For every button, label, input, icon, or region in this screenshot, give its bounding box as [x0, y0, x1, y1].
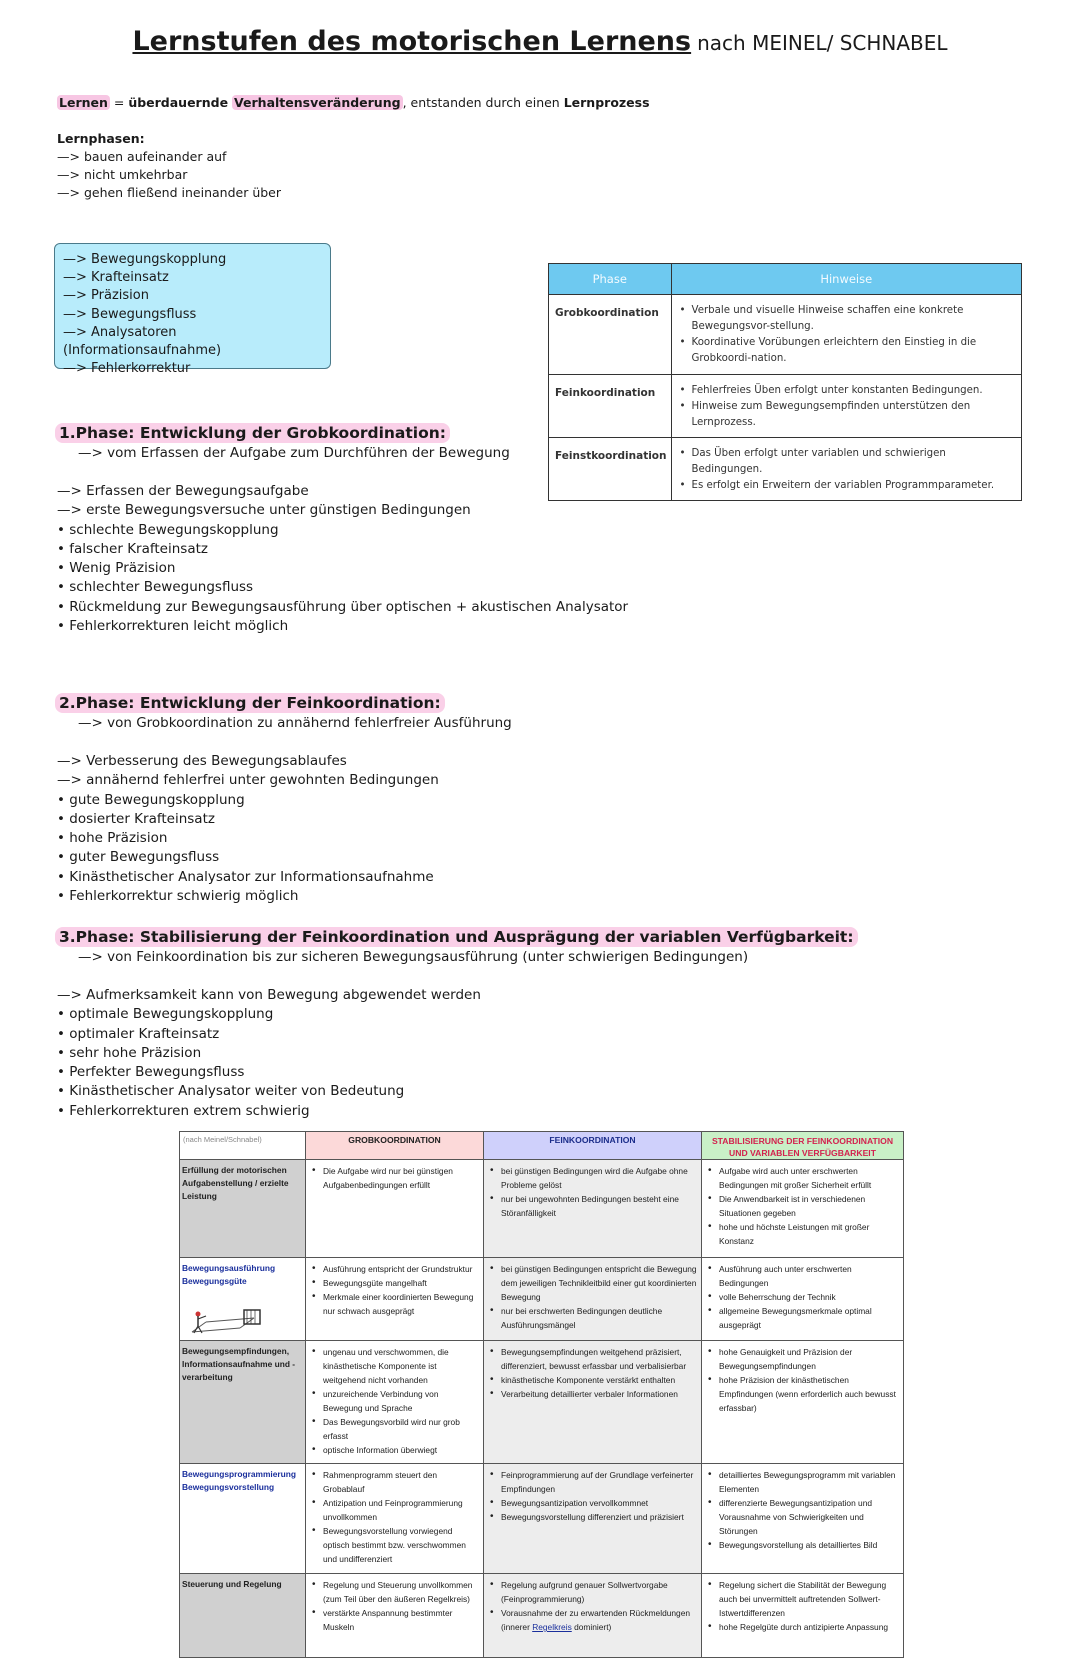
phase-cell: Feinstkoordination [549, 438, 672, 501]
criteria-item: —> Bewegungsfluss [63, 306, 197, 322]
cell-item: • Bewegungsvorstellung differenziert und präzisiert [487, 1510, 698, 1524]
list-item: • optimale Bewegungskopplung [57, 1006, 274, 1023]
page-title [0, 26, 1080, 57]
phase2-intro: —> von Grobkoordination zu annähernd fehlerfreier Ausführung [78, 715, 512, 731]
cell-item: • volle Beherrschung der Technik [705, 1290, 900, 1304]
definition-term: Lernen [59, 95, 108, 110]
phase2-list [57, 752, 439, 906]
cell-item: • nur bei ungewohnten Bedingungen besteht eine Störanfälligkeit [487, 1192, 698, 1220]
phase-cell: Feinkoordination [549, 375, 672, 438]
table-header-row [180, 1132, 904, 1160]
table-header: GROBKOORDINATION [306, 1132, 484, 1160]
list-item: • Kinästhetischer Analysator zur Informationsaufnahme [57, 868, 434, 885]
list-item: —> erste Bewegungsversuche unter günstigen Bedingungen [57, 502, 471, 519]
table-cell [702, 1574, 904, 1658]
cell-item: • Bewegungsvorstellung vorwiegend optisch bestimmt bzw. verschwommen und undifferenziert [309, 1524, 480, 1566]
table-cell [702, 1258, 904, 1341]
row-label: Erfüllung der motorischen Aufgabenstellung / erzielte Leistung [180, 1160, 306, 1258]
row-label: Bewegungsempfindungen, Informationsaufnahme und -verarbeitung [180, 1341, 306, 1464]
hint-item: • Fehlerfreies Üben erfolgt unter konstanten Bedingungen. [680, 383, 1013, 399]
list-item: —> Erfassen der Bewegungsaufgabe [57, 483, 309, 499]
row-label: Bewegungsprogrammierung Bewegungsvorstellung [180, 1464, 306, 1574]
phase-cell: Grobkoordination [549, 295, 672, 375]
lernphasen-heading: Lernphasen: [57, 131, 145, 146]
phase-table [548, 263, 1022, 501]
list-item: —> bauen aufeinander auf [57, 149, 227, 164]
list-item: —> Verbesserung des Bewegungsablaufes [57, 753, 347, 769]
table-cell [484, 1341, 702, 1464]
lernphasen-block [57, 130, 281, 202]
cell-item: • Ausführung auch unter erschwerten Bedingungen [705, 1262, 900, 1290]
cell-item: • Ausführung entspricht der Grundstruktur [309, 1262, 480, 1276]
table-cell [484, 1160, 702, 1258]
list-item: —> annähernd fehlerfrei unter gewohnten Bedingungen [57, 772, 439, 789]
hint-item: • Es erfolgt ein Erweitern der variablen Programmparameter. [680, 478, 1013, 494]
table-tennis-illustration-icon [184, 1306, 264, 1336]
title-sub: nach MEINEL/ SCHNABEL [697, 31, 948, 55]
list-item: —> Aufmerksamkeit kann von Bewegung abgewendet werden [57, 987, 481, 1003]
list-item: • Kinästhetischer Analysator weiter von Bedeutung [57, 1083, 405, 1100]
hints-cell [671, 375, 1021, 438]
hints-cell [671, 295, 1021, 375]
cell-item: • Bewegungsantizipation vervollkommnet [487, 1496, 698, 1510]
table-row [180, 1341, 904, 1464]
cell-item: • Vorausnahme der zu erwartenden Rückmeldungen (innerer Regelkreis dominiert) [487, 1606, 698, 1634]
table-cell [306, 1574, 484, 1658]
table-cell [484, 1464, 702, 1574]
row-label [180, 1258, 306, 1341]
cell-item: • Bewegungsvorstellung als detailliertes Bild [705, 1538, 900, 1552]
cell-item: • nur bei erschwerten Bedingungen deutliche Ausführungsmängel [487, 1304, 698, 1332]
definition-p4: Lernprozess [563, 95, 650, 110]
table-header: STABILISIERUNG DER FEINKOORDINATION UND VARIABLEN VERFÜGBARKEIT [702, 1132, 904, 1160]
cell-item: • bei günstigen Bedingungen entspricht die Bewegung dem jeweiligen Technikleitbild einer gut koordinierten Bewegung [487, 1262, 698, 1304]
row-label: Steuerung und Regelung [180, 1574, 306, 1658]
table-row [549, 375, 1022, 438]
hint-item: • Das Üben erfolgt unter variablen und schwierigen Bedingungen. [680, 446, 1013, 478]
table-corner: (nach Meinel/Schnabel) [180, 1132, 306, 1160]
list-item: —> gehen fließend ineinander über [57, 185, 281, 200]
list-item: • Rückmeldung zur Bewegungsausführung über optischen + akustischen Analysator [57, 598, 629, 615]
phase1-heading: 1.Phase: Entwicklung der Grobkoordination: [55, 424, 450, 442]
cell-item: • hohe und höchste Leistungen mit großer Konstanz [705, 1220, 900, 1248]
cell-item: • bei günstigen Bedingungen wird die Aufgabe ohne Probleme gelöst [487, 1164, 698, 1192]
cell-item: • Die Aufgabe wird nur bei günstigen Aufgabenbedingungen erfüllt [309, 1164, 480, 1192]
hint-item: • Verbale und visuelle Hinweise schaffen eine konkrete Bewegungsvor-stellung. [680, 303, 1013, 335]
list-item: • Fehlerkorrekturen extrem schwierig [57, 1102, 310, 1119]
list-item: —> nicht umkehrbar [57, 167, 188, 182]
list-item: • falscher Krafteinsatz [57, 540, 208, 557]
table-cell [484, 1574, 702, 1658]
criteria-item: —> Fehlerkorrektur [63, 361, 191, 377]
table-cell [702, 1464, 904, 1574]
regelkreis-link[interactable]: Regelkreis [532, 1622, 572, 1632]
table-cell [306, 1464, 484, 1574]
cell-item: • allgemeine Bewegungsmerkmale optimal ausgeprägt [705, 1304, 900, 1332]
table-cell [484, 1258, 702, 1341]
cell-item: • detailliertes Bewegungsprogramm mit variablen Elementen [705, 1468, 900, 1496]
list-item: • optimaler Krafteinsatz [57, 1025, 220, 1042]
title-main: Lernstufen des motorischen Lernens [132, 26, 692, 57]
list-item: • schlechte Bewegungskopplung [57, 521, 279, 538]
cell-item: • hohe Präzision der kinästhetischen Empfindungen (wenn erforderlich auch bewusst erfassbar) [705, 1373, 900, 1415]
cell-item: • Aufgabe wird auch unter erschwerten Bedingungen mit großer Sicherheit erfüllt [705, 1164, 900, 1192]
list-item: • Perfekter Bewegungsfluss [57, 1064, 245, 1081]
criteria-item: —> Analysatoren (Informationsaufnahme) [63, 324, 222, 359]
table-row [180, 1160, 904, 1258]
cell-item: • differenzierte Bewegungsantizipation und Vorausnahme von Schwierigkeiten und Störungen [705, 1496, 900, 1538]
list-item: • hohe Präzision [57, 830, 168, 847]
table-header: FEINKOORDINATION [484, 1132, 702, 1160]
table-header: Hinweise [671, 264, 1021, 295]
table-cell [702, 1160, 904, 1258]
cell-item: • Die Anwendbarkeit ist in verschiedenen Situationen gegeben [705, 1192, 900, 1220]
cell-item: • Rahmenprogramm steuert den Grobablauf [309, 1468, 480, 1496]
phase3-heading: 3.Phase: Stabilisierung der Feinkoordination und Ausprägung der variablen Verfügbarkeit: [55, 928, 858, 946]
cell-item: • Regelung aufgrund genauer Sollwertvorgabe (Feinprogrammierung) [487, 1578, 698, 1606]
phase3-intro: —> von Feinkoordination bis zur sicheren Bewegungsausführung (unter schwierigen Bedingungen) [78, 949, 749, 965]
list-item: • guter Bewegungsfluss [57, 849, 220, 866]
cell-item: • kinästhetische Komponente verstärkt enthalten [487, 1373, 698, 1387]
cell-item: • optische Information überwiegt [309, 1443, 480, 1457]
comparison-table [179, 1131, 904, 1658]
table-cell [306, 1341, 484, 1464]
table-row [180, 1258, 904, 1341]
criteria-item: —> Bewegungskopplung [63, 252, 227, 267]
list-item: • schlechter Bewegungsfluss [57, 579, 254, 596]
list-item: • Fehlerkorrekturen leicht möglich [57, 618, 289, 635]
hint-item: • Koordinative Vorübungen erleichtern den Einstieg in die Grobkoordi-nation. [680, 335, 1013, 367]
table-row [180, 1574, 904, 1658]
cell-item: • hohe Regelgüte durch antizipierte Anpassung [705, 1620, 900, 1634]
table-row [180, 1464, 904, 1574]
cell-item: • ungenau und verschwommen, die kinästhetische Komponente ist weitgehend nicht vorhanden [309, 1345, 480, 1387]
criteria-item: —> Krafteinsatz [63, 270, 169, 286]
definition-p2: Verhaltensveränderung [234, 95, 401, 110]
cell-item: • Bewegungsgüte mangelhaft [309, 1276, 480, 1290]
cell-item: • Feinprogrammierung auf der Grundlage verfeinerter Empfindungen [487, 1468, 698, 1496]
hint-item: • Hinweise zum Bewegungsempfinden unterstützen den Lernprozess. [680, 399, 1013, 431]
criteria-item: —> Präzision [63, 288, 149, 304]
definition-line [57, 95, 650, 110]
cell-item: • Regelung sichert die Stabilität der Bewegung auch bei unvermittelt auftretenden Sollwert-Istwertdifferenzen [705, 1578, 900, 1620]
definition-p3: , entstanden durch einen [402, 95, 564, 110]
definition-eq: = [109, 95, 129, 110]
cell-item: • Das Bewegungsvorbild wird nur grob erfasst [309, 1415, 480, 1443]
cell-item: • Merkmale einer koordinierten Bewegung nur schwach ausgeprägt [309, 1290, 480, 1318]
cell-item: • Antizipation und Feinprogrammierung unvollkommen [309, 1496, 480, 1524]
table-cell [306, 1160, 484, 1258]
cell-item: • Regelung und Steuerung unvollkommen (zum Teil über den äußeren Regelkreis) [309, 1578, 480, 1606]
row-label-text: Bewegungsausführung Bewegungsgüte [182, 1263, 276, 1286]
cell-item: • Verarbeitung detaillierter verbaler Informationen [487, 1387, 698, 1401]
list-item: • sehr hohe Präzision [57, 1044, 202, 1061]
cell-item: • Bewegungsempfindungen weitgehend präzisiert, differenziert, bewusst erfassbar und verbalisierbar [487, 1345, 698, 1373]
phase2-heading: 2.Phase: Entwicklung der Feinkoordination: [55, 694, 445, 712]
phase3-list [57, 986, 481, 1121]
table-header: Phase [549, 264, 672, 295]
criteria-box [54, 243, 331, 377]
table-cell [306, 1258, 484, 1341]
list-item: • Wenig Präzision [57, 560, 176, 577]
cell-item: • hohe Genauigkeit und Präzision der Bewegungsempfindungen [705, 1345, 900, 1373]
cell-item: • verstärkte Anspannung bestimmter Muskeln [309, 1606, 480, 1634]
phase1-intro: —> vom Erfassen der Aufgabe zum Durchführen der Bewegung [78, 445, 510, 461]
list-item: • gute Bewegungskopplung [57, 791, 245, 808]
list-item: • dosierter Krafteinsatz [57, 810, 215, 827]
table-cell [702, 1341, 904, 1464]
phase1-list [57, 482, 628, 636]
cell-item: • unzureichende Verbindung von Bewegung und Sprache [309, 1387, 480, 1415]
table-row [549, 295, 1022, 375]
hints-cell [671, 438, 1021, 501]
table-header-row [549, 264, 1022, 295]
list-item: • Fehlerkorrektur schwierig möglich [57, 888, 299, 905]
definition-p1: überdauernde [128, 95, 229, 110]
